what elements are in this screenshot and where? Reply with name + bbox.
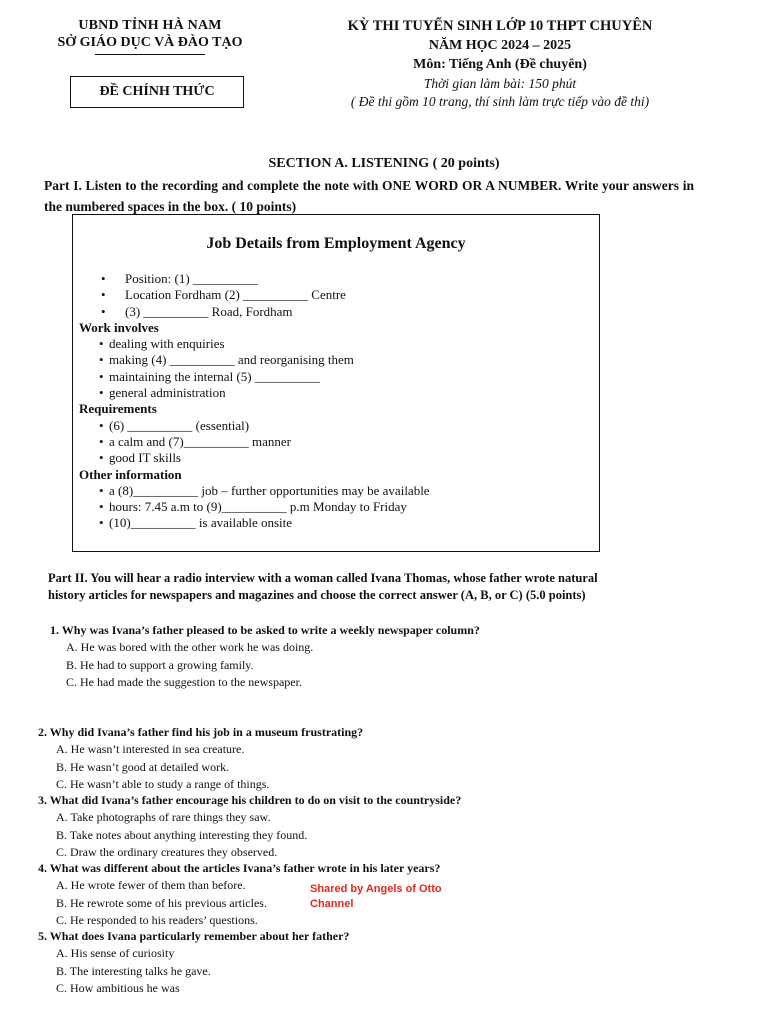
header-left xyxy=(30,18,270,55)
list-item: • a (8)__________ job – further opportunities may be available xyxy=(99,483,589,499)
list-item: • Location Fordham (2) __________ Centre xyxy=(101,287,589,303)
list-item: • (3) __________ Road, Fordham xyxy=(101,304,589,320)
question-5 xyxy=(38,928,349,998)
list-item: • maintaining the internal (5) __________ xyxy=(99,369,589,385)
answer-option-a: A. He was bored with the other work he was doing. xyxy=(66,640,314,654)
answer-option-a: A. He wrote fewer of them than before. xyxy=(56,878,246,892)
section-title: SECTION A. LISTENING ( 20 points) xyxy=(268,156,500,171)
list-item: • Position: (1) __________ xyxy=(101,271,589,287)
question-text: 4. What was different about the articles Ivana’s father wrote in his later years? xyxy=(38,861,441,875)
answer-option-b: B. He had to support a growing family. xyxy=(66,657,254,672)
answer-option-c: C. He wasn’t able to study a range of things. xyxy=(56,777,270,791)
watermark-line-2: Channel xyxy=(310,898,354,910)
question-text: 1. Why was Ivana’s father pleased to be asked to write a weekly newspaper column? xyxy=(50,623,480,637)
answer-option-c: C. He had made the suggestion to the newspaper. xyxy=(66,675,302,689)
answer-option-c: C. How ambitious he was xyxy=(56,981,180,995)
question-text: 3. What did Ivana’s father encourage his children to do on visit to the countryside? xyxy=(38,793,462,807)
list-heading: Work involves xyxy=(79,319,159,335)
answer-option-b: B. He wasn’t good at detailed work. xyxy=(56,759,230,774)
answer-option-c: C. He responded to his readers’ questions. xyxy=(56,913,258,927)
exam-page-note: ( Đề thi gồm 10 trang, thí sinh làm trực tiếp vào đề thi) xyxy=(350,94,650,109)
question-text: 5. What does Ivana particularly remember about her father? xyxy=(38,929,350,943)
question-2 xyxy=(38,724,363,794)
answer-option-a: A. Take photographs of rare things they saw. xyxy=(56,810,271,824)
list-heading: Requirements xyxy=(79,401,157,417)
answer-option-b: B. He rewrote some of his previous articles. xyxy=(56,895,267,910)
list-item: • hours: 7.45 a.m to (9)__________ p.m Monday to Friday xyxy=(99,499,589,515)
job-details-list xyxy=(79,271,589,532)
job-details-title: Job Details from Employment Agency xyxy=(206,235,466,252)
department-name: SỞ GIÁO DỤC VÀ ĐÀO TẠO xyxy=(57,35,243,50)
part2-instruction: Part II. You will hear a radio interview with a woman called Ivana Thomas, whose father wrote natural history articles for newspapers and magazines and choose the correct answer (A, B, or C) (5.0 points) xyxy=(48,571,598,602)
list-item: • making (4) __________ and reorganising them xyxy=(99,352,589,368)
question-3 xyxy=(38,792,461,862)
school-year: NĂM HỌC 2024 – 2025 xyxy=(428,38,572,53)
answer-option-a: A. His sense of curiosity xyxy=(56,946,175,960)
exam-duration: Thời gian làm bài: 150 phút xyxy=(423,76,577,91)
list-item: • (10)__________ is available onsite xyxy=(99,515,589,531)
header-right xyxy=(300,18,700,110)
province-committee: UBND TỈNH HÀ NAM xyxy=(78,18,222,33)
question-1 xyxy=(50,622,480,692)
answer-option-a: A. He wasn’t interested in sea creature. xyxy=(56,742,245,756)
watermark-line-1: Shared by Angels of Otto xyxy=(310,883,442,895)
list-item: • a calm and (7)__________ manner xyxy=(99,434,589,450)
official-exam-badge xyxy=(70,76,244,108)
list-item: • general administration xyxy=(99,385,589,401)
watermark-text xyxy=(310,882,442,912)
list-heading: Other information xyxy=(79,466,182,482)
exam-title: KỲ THI TUYỂN SINH LỚP 10 THPT CHUYÊN xyxy=(347,18,653,34)
answer-option-b: B. Take notes about anything interesting they found. xyxy=(56,827,308,842)
header-underline xyxy=(95,54,205,55)
answer-option-b: B. The interesting talks he gave. xyxy=(56,963,211,978)
subject: Môn: Tiếng Anh (Đề chuyên) xyxy=(413,57,587,72)
list-item: • good IT skills xyxy=(99,450,589,466)
official-exam-label: ĐỀ CHÍNH THỨC xyxy=(99,84,215,99)
list-item: • dealing with enquiries xyxy=(99,336,589,352)
answer-option-c: C. Draw the ordinary creatures they observed. xyxy=(56,845,278,859)
part1-instruction: Part I. Listen to the recording and complete the note with ONE WORD OR A NUMBER. Write your answers in the numbered spaces in the box. ( 10 points) xyxy=(44,178,694,214)
job-details-box xyxy=(72,214,600,552)
question-text: 2. Why did Ivana’s father find his job in a museum frustrating? xyxy=(38,725,364,739)
list-item: • (6) __________ (essential) xyxy=(99,418,589,434)
